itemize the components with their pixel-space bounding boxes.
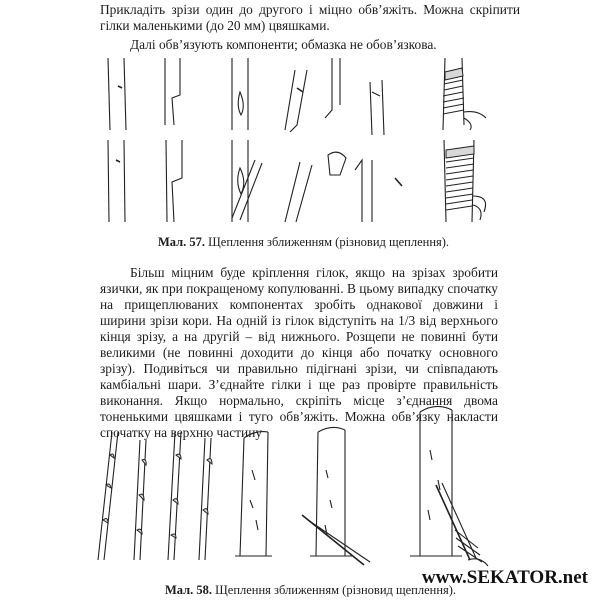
figure-58-label: Мал. 58. — [165, 583, 213, 597]
fig57-row1 — [108, 58, 486, 135]
body-paragraph: Більш міцним буде кріплення гілок, якщо на зрізах зробити язички, як при покращеному копулюванні. В цьому випадку спочатку на прищеплюваних компонентах зробіть однакової довжини і ширини зрізи кори. На одній із гілок відступіть на 1/3 від верхнього кінця зрізу, а на другій – від нижнього. Розщепи не повинні бути великими (не повинні доходити до кінця або початку основного зрізу). Подивіться чи правильно підігнані зрізи, чи співпадають камбіальні шари. З’єднайте гілки і ще раз провірте правильність виконання. Якщо нормально, скріпіть місце з’єднання двома тоненькими цвяшками і туго обв’яжіть. Можна обв’язку накласти спочатку на верхню частину — [100, 265, 498, 440]
figure-57-label: Мал. 57. — [158, 235, 206, 249]
fig57-row2 — [108, 140, 486, 222]
figure-57-caption — [158, 235, 449, 250]
figure-58-caption — [165, 583, 456, 598]
intro-paragraph: Прикладіть зрізи один до другого і міцно обв’яжіть. Можна скріпити гілки маленькими (до 20 мм) цвяшками. — [100, 2, 520, 33]
intro-paragraph-2: Далі обв’язують компоненти; обмазка не обов’язкова. — [130, 37, 437, 52]
site-watermark: www.SEKATOR.net — [421, 567, 588, 588]
figure-58-caption-text: Щеплення зближенням (різновид щеплення). — [212, 583, 457, 597]
figure-57-caption-text: Щеплення зближенням (різновид щеплення). — [205, 235, 450, 249]
